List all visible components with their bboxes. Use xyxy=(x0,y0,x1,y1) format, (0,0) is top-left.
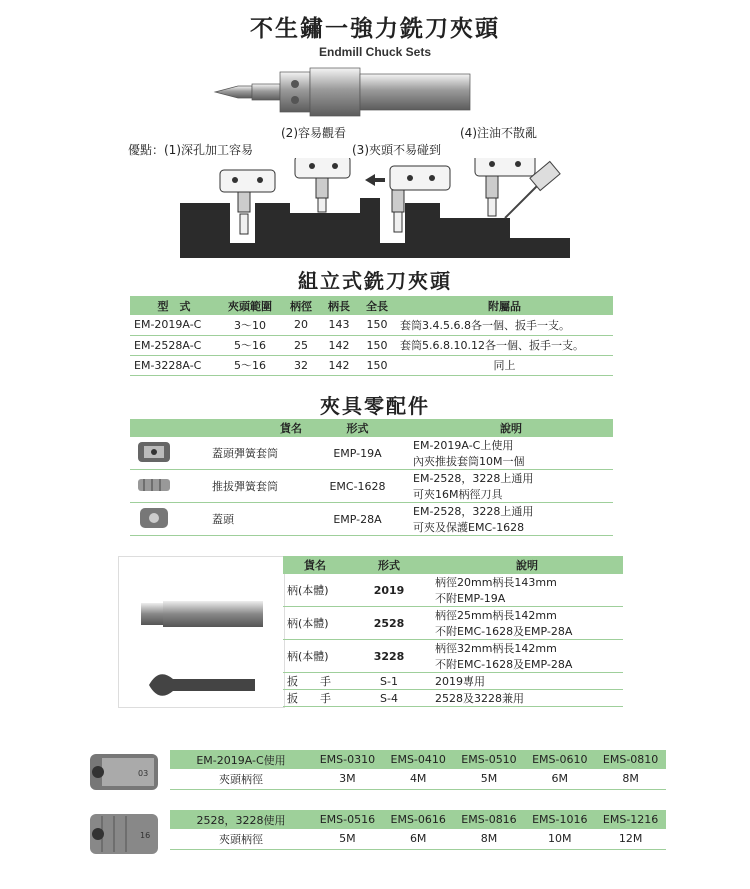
col-header-name: 貨名 xyxy=(280,422,302,435)
cell-model: EMS-1016 xyxy=(532,813,588,826)
cell-model: EMS-0516 xyxy=(319,813,376,826)
row-label: 夾頭柄徑 xyxy=(170,769,312,789)
assembly-spec-table xyxy=(130,296,613,376)
cap-spring-collet-image xyxy=(130,437,208,470)
cell-model: EMS-0310 xyxy=(319,753,376,766)
cell-model: EM-2019A-C xyxy=(130,315,218,335)
table-row xyxy=(130,503,613,536)
cell-total-len: 150 xyxy=(358,335,396,355)
table-row xyxy=(170,769,666,789)
shank-wrench-image-box xyxy=(118,556,285,708)
cell-desc: EM-2528，3228上通用 可夾16M柄徑刀具 xyxy=(409,470,613,503)
cell-name: 推拔彈簧套筒 xyxy=(208,470,306,503)
cell-range: 5～16 xyxy=(218,355,282,375)
collet-table-2528-3228 xyxy=(170,810,666,850)
cell-shank-dia: 20 xyxy=(282,315,320,335)
table-header-row xyxy=(130,419,613,437)
cell-model: 2528 xyxy=(347,607,431,640)
collet-image-2528-3228 xyxy=(88,808,160,862)
cell-shank-len: 143 xyxy=(320,315,358,335)
cell-size: 5M xyxy=(454,769,525,789)
cell-size: 6M xyxy=(524,769,595,789)
cell-name: 柄(本體) xyxy=(283,640,347,673)
cell-model: 3228 xyxy=(347,640,431,673)
table-row xyxy=(283,690,623,707)
table-header-row xyxy=(130,296,613,315)
cell-range: 3～10 xyxy=(218,315,282,335)
cell-model: EM-3228A-C xyxy=(130,355,218,375)
cell-model: EMS-0810 xyxy=(602,753,659,766)
col-header-name: 貨名 xyxy=(304,559,326,572)
cell-desc: EM-2528，3228上通用 可夾及保護EMC-1628 xyxy=(409,503,613,536)
cell-desc: 柄徑25mm柄長142mm 不附EMC-1628及EMP-28A xyxy=(431,607,623,640)
page-title: 不生鏽一強力銑刀夾頭 xyxy=(250,16,500,42)
chuck-illustration xyxy=(210,62,480,124)
table-row xyxy=(130,437,613,470)
page-subtitle: Endmill Chuck Sets xyxy=(318,45,432,59)
cell-size: 12M xyxy=(595,829,666,849)
table-header-row xyxy=(170,810,666,829)
table-row xyxy=(130,470,613,503)
table-row xyxy=(130,335,613,355)
cell-model: 2019 xyxy=(347,574,431,607)
advantage-3: (3)夾頭不易碰到 xyxy=(352,143,441,157)
cell-size: 8M xyxy=(595,769,666,789)
advantage-4: (4)注油不散亂 xyxy=(460,126,537,140)
collet-table-2019 xyxy=(170,750,666,790)
col-header-desc: 說明 xyxy=(516,559,538,572)
cell-model: S-1 xyxy=(347,673,431,690)
table-row xyxy=(283,673,623,690)
cell-model: EMS-0510 xyxy=(461,753,517,766)
svg-text:16: 16 xyxy=(140,831,151,840)
col-header-desc: 說明 xyxy=(500,422,522,435)
cell-model: EM-2528A-C xyxy=(130,335,218,355)
cell-size: 10M xyxy=(524,829,595,849)
cell-name: 扳 手 xyxy=(283,673,347,690)
usage-label: 2528，3228使用 xyxy=(196,813,286,827)
shank-body-image xyxy=(119,557,284,707)
advantage-1: 優點：(1)深孔加工容易 xyxy=(128,143,253,157)
cell-total-len: 150 xyxy=(358,315,396,335)
cell-desc: 2019專用 xyxy=(431,673,623,690)
table-row xyxy=(170,829,666,849)
table-header-row xyxy=(170,750,666,769)
cell-name: 蓋頭彈簧套筒 xyxy=(208,437,306,470)
cell-model: EMS-0610 xyxy=(532,753,588,766)
cell-size: 4M xyxy=(383,769,454,789)
cell-shank-len: 142 xyxy=(320,335,358,355)
cell-size: 5M xyxy=(312,829,383,849)
table-row xyxy=(283,574,623,607)
table-header-row xyxy=(283,556,623,574)
cell-shank-dia: 32 xyxy=(282,355,320,375)
taper-spring-collet-image xyxy=(130,470,208,503)
cell-model: EMS-0816 xyxy=(461,813,517,826)
cell-desc: EM-2019A-C上使用 內夾推拔套筒10M一個 xyxy=(409,437,613,470)
table-row xyxy=(283,607,623,640)
col-header-accessories: 附屬品 xyxy=(488,299,521,313)
table-row xyxy=(130,315,613,335)
collet-image-2019 xyxy=(88,748,160,798)
cell-model: EMP-28A xyxy=(306,503,409,536)
cell-shank-len: 142 xyxy=(320,355,358,375)
advantages-diagram xyxy=(180,158,570,258)
cell-shank-dia: 25 xyxy=(282,335,320,355)
cell-desc: 柄徑20mm柄長143mm 不附EMP-19A xyxy=(431,574,623,607)
cell-model: S-4 xyxy=(347,690,431,707)
cell-name: 扳 手 xyxy=(283,690,347,707)
cell-model: EMS-0616 xyxy=(390,813,446,826)
cell-desc: 2528及3228兼用 xyxy=(431,690,623,707)
cap-image xyxy=(130,503,208,536)
cell-model: EMS-1216 xyxy=(602,813,659,826)
table-row xyxy=(130,355,613,375)
advantage-2: (2)容易觀看 xyxy=(281,126,346,140)
cell-name: 柄(本體) xyxy=(283,574,347,607)
cell-accessories: 同上 xyxy=(396,355,613,375)
section-title-accessories: 夾具零配件 xyxy=(320,394,430,418)
cell-name: 蓋頭 xyxy=(208,503,306,536)
table-row xyxy=(283,640,623,673)
cell-model: EMC-1628 xyxy=(306,470,409,503)
cell-size: 3M xyxy=(312,769,383,789)
section-title-assembly: 組立式銑刀夾頭 xyxy=(298,269,452,293)
cell-model: EMP-19A xyxy=(306,437,409,470)
cell-total-len: 150 xyxy=(358,355,396,375)
cell-range: 5～16 xyxy=(218,335,282,355)
svg-text:03: 03 xyxy=(138,769,149,778)
cell-model: EMS-0410 xyxy=(390,753,446,766)
col-header-shank-dia: 柄徑 xyxy=(290,299,312,313)
col-header-model: 形式 xyxy=(378,559,400,572)
cell-desc: 柄徑32mm柄長142mm 不附EMC-1628及EMP-28A xyxy=(431,640,623,673)
cell-size: 8M xyxy=(454,829,525,849)
col-header-total-len: 全長 xyxy=(366,299,388,313)
cell-name: 柄(本體) xyxy=(283,607,347,640)
col-header-model: 形式 xyxy=(346,422,369,435)
row-label: 夾頭柄徑 xyxy=(170,829,312,849)
cell-accessories: 套筒3.4.5.6.8各一個、扳手一支。 xyxy=(396,315,613,335)
cell-size: 6M xyxy=(383,829,454,849)
col-header-range: 夾頭範圍 xyxy=(228,299,272,313)
col-header-shank-len: 柄長 xyxy=(328,299,350,313)
cell-accessories: 套筒5.6.8.10.12各一個、扳手一支。 xyxy=(396,335,613,355)
accessories-table xyxy=(130,419,613,536)
col-header-model: 型 式 xyxy=(157,299,191,313)
usage-label: EM-2019A-C使用 xyxy=(196,753,286,767)
shank-wrench-table xyxy=(283,556,623,707)
